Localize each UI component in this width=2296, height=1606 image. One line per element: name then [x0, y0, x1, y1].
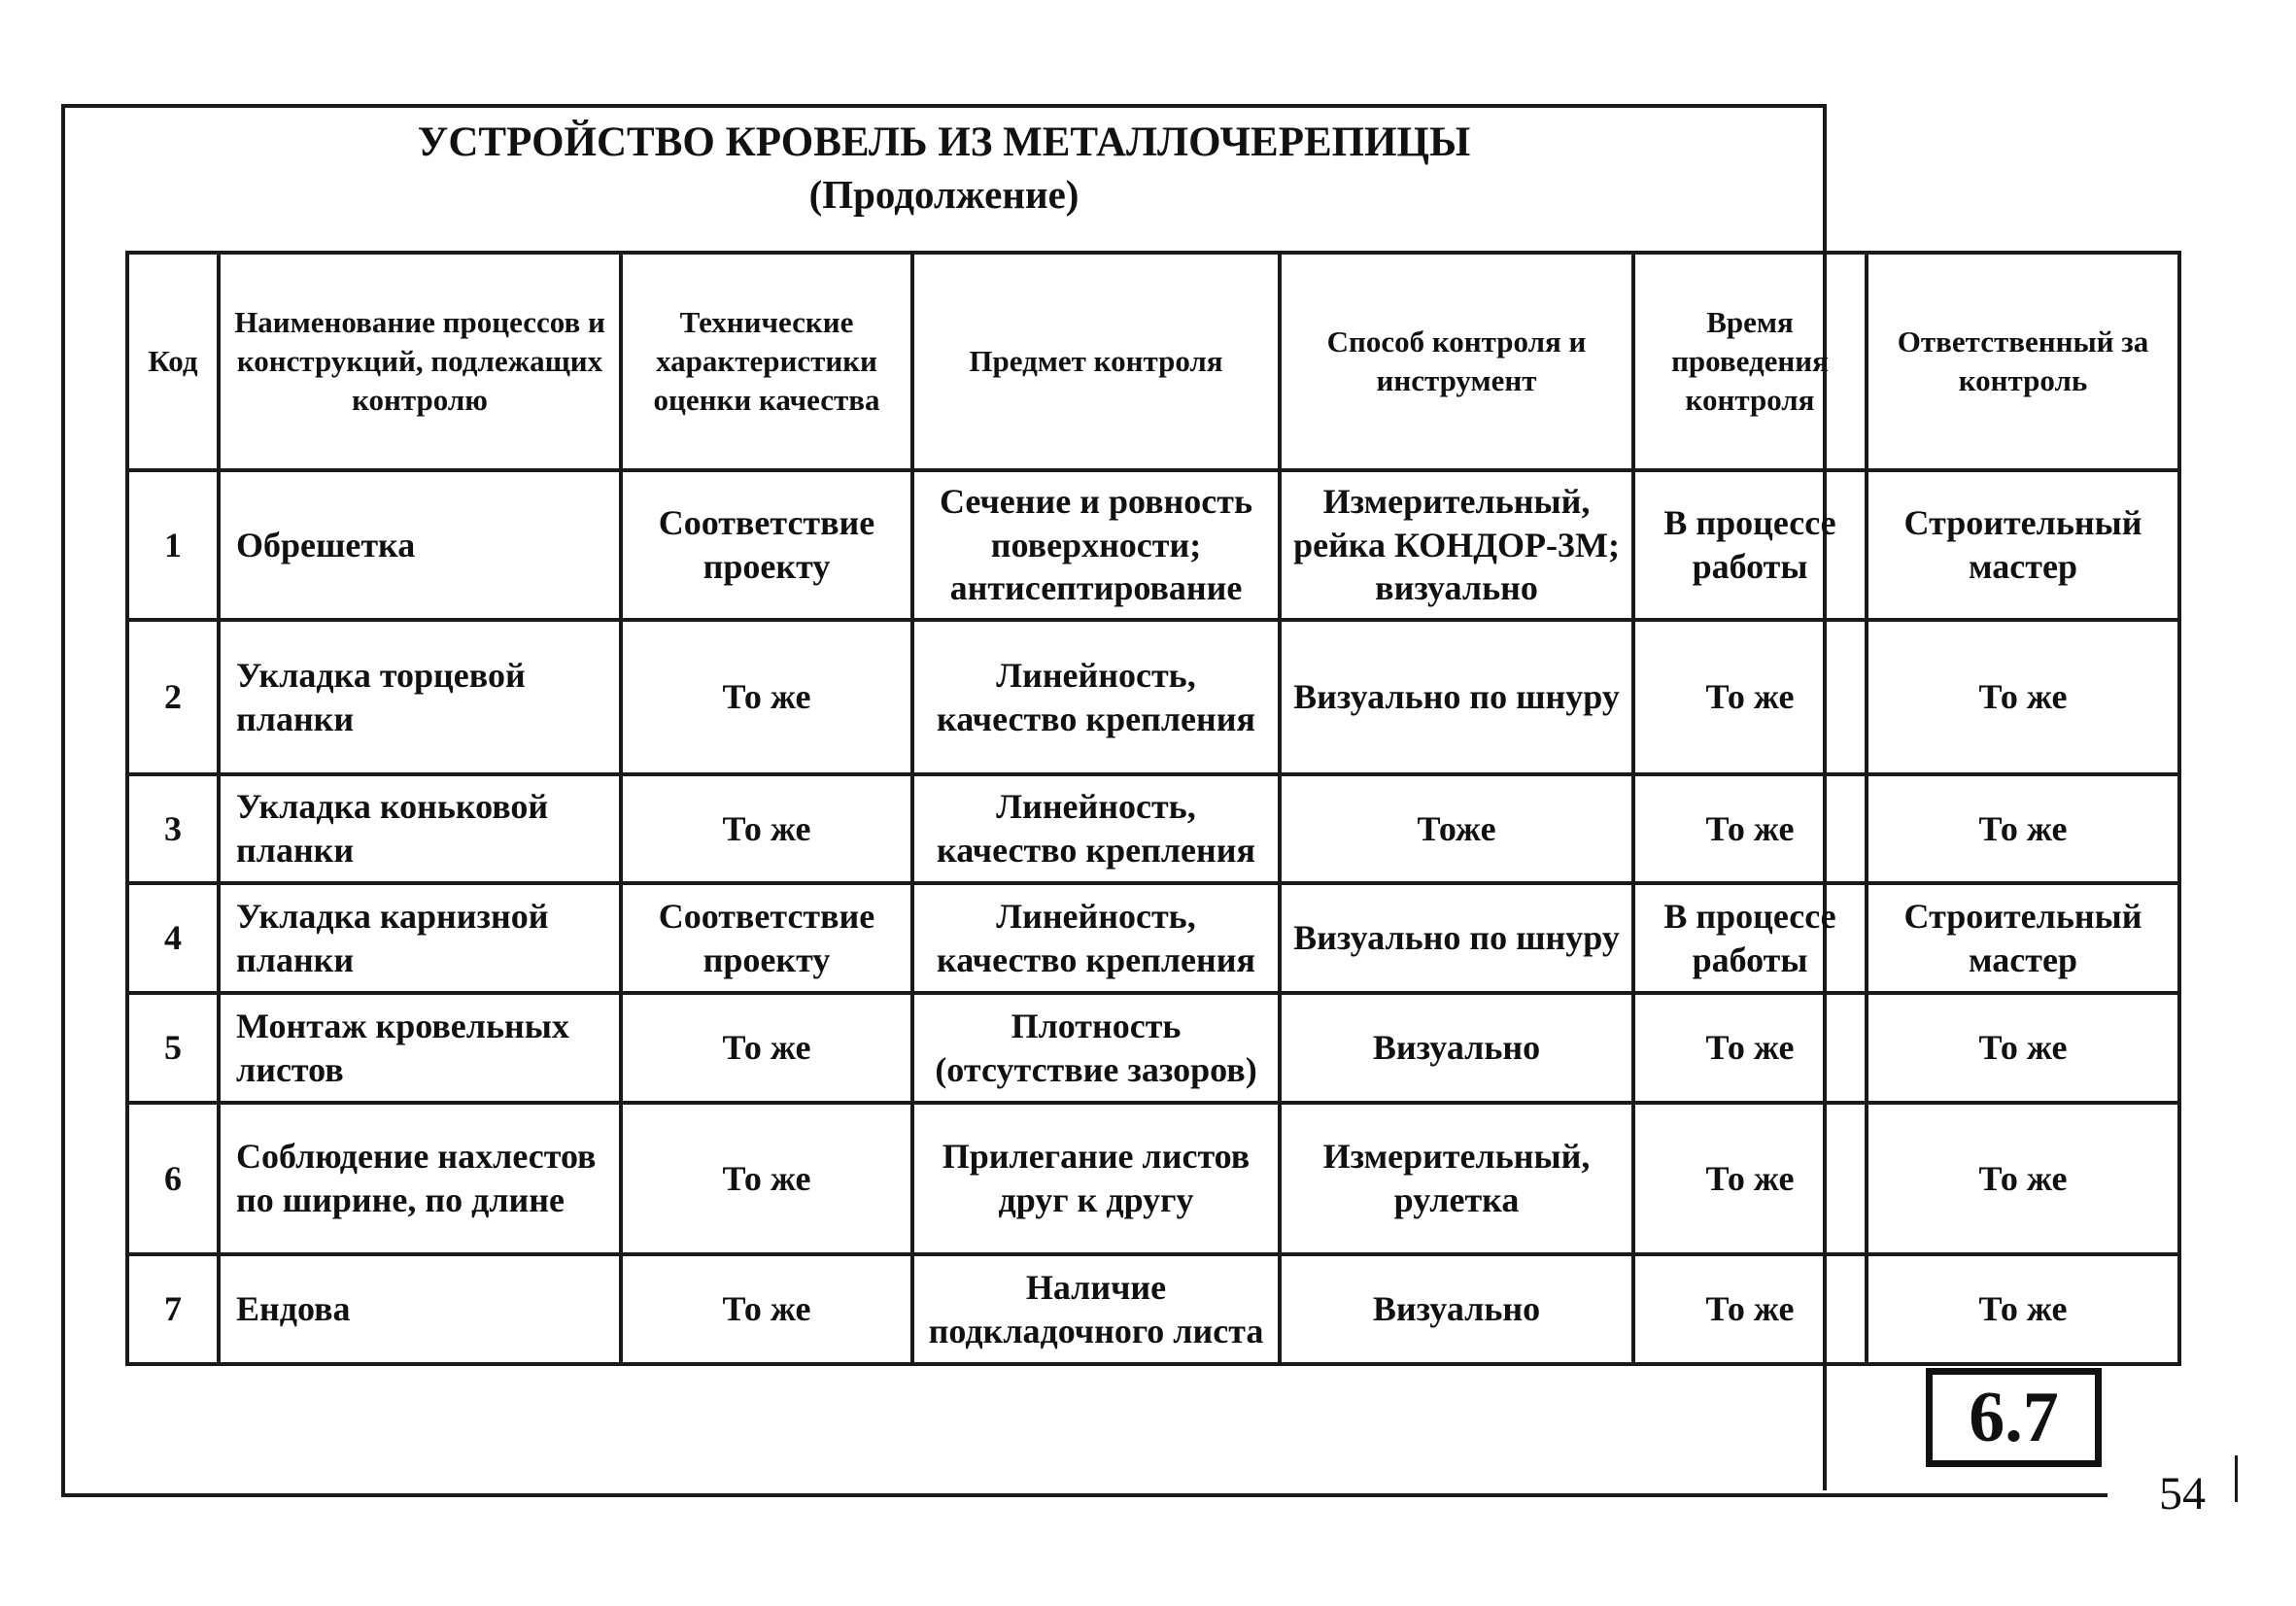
table-row	[127, 774, 2179, 883]
cell-time: То же	[1633, 774, 1867, 883]
table-row	[127, 883, 2179, 993]
cell-specs: Соответствие проекту	[621, 470, 912, 620]
cell-specs: Соответствие проекту	[621, 883, 912, 993]
cell-method: Визуально по шнуру	[1280, 620, 1633, 774]
cell-responsible: Строительный мастер	[1867, 470, 2179, 620]
header-time: Время проведения контроля	[1633, 253, 1867, 470]
frame-border-left	[61, 104, 65, 1497]
table-row	[127, 620, 2179, 774]
quality-control-table	[125, 251, 2181, 1366]
cell-specs: То же	[621, 774, 912, 883]
cell-code: 5	[127, 993, 219, 1103]
cell-time: То же	[1633, 620, 1867, 774]
section-number-badge: 6.7	[1926, 1368, 2102, 1467]
cell-responsible: Строительный мастер	[1867, 883, 2179, 993]
cell-method: Измерительный, рейка КОНДОР-3М; визуально	[1280, 470, 1633, 620]
cell-method: Визуально	[1280, 993, 1633, 1103]
cell-subject: Линейность, качество крепления	[912, 883, 1280, 993]
cell-code: 7	[127, 1254, 219, 1364]
table-row	[127, 993, 2179, 1103]
header-specs: Технические характеристики оценки качества	[621, 253, 912, 470]
cell-responsible: То же	[1867, 620, 2179, 774]
frame-border-top	[61, 104, 1827, 108]
header-responsible: Ответственный за контроль	[1867, 253, 2179, 470]
cell-specs: То же	[621, 620, 912, 774]
cell-specs: То же	[621, 1254, 912, 1364]
cell-name: Укладка торцевой планки	[219, 620, 621, 774]
cell-method: Измерительный, рулетка	[1280, 1103, 1633, 1254]
cell-responsible: То же	[1867, 774, 2179, 883]
cell-time: То же	[1633, 1254, 1867, 1364]
header-subject: Предмет контроля	[912, 253, 1280, 470]
table-row	[127, 1103, 2179, 1254]
cell-name: Соблюдение нахлестов по ширине, по длине	[219, 1103, 621, 1254]
cell-subject: Плотность (отсутствие зазоров)	[912, 993, 1280, 1103]
cell-code: 2	[127, 620, 219, 774]
cell-time: То же	[1633, 993, 1867, 1103]
table-row	[127, 1254, 2179, 1364]
table-header-row	[127, 253, 2179, 470]
cell-name: Монтаж кровельных листов	[219, 993, 621, 1103]
cell-name: Укладка коньковой планки	[219, 774, 621, 883]
cell-code: 6	[127, 1103, 219, 1254]
cell-specs: То же	[621, 1103, 912, 1254]
page-title: УСТРОЙСТВО КРОВЕЛЬ ИЗ МЕТАЛЛОЧЕРЕПИЦЫ	[417, 120, 1471, 165]
cell-code: 4	[127, 883, 219, 993]
page-number: 54	[2159, 1468, 2206, 1520]
cell-subject: Линейность, качество крепления	[912, 620, 1280, 774]
cell-subject: Прилегание листов друг к другу	[912, 1103, 1280, 1254]
header-name: Наименование процессов и конструкций, подлежащих контролю	[219, 253, 621, 470]
cell-responsible: То же	[1867, 1254, 2179, 1364]
cell-responsible: То же	[1867, 993, 2179, 1103]
cell-specs: То же	[621, 993, 912, 1103]
page-edge-mark	[2235, 1455, 2238, 1502]
cell-method: Визуально	[1280, 1254, 1633, 1364]
frame-border-bottom	[61, 1493, 2108, 1497]
cell-time: То же	[1633, 1103, 1867, 1254]
cell-method: Тоже	[1280, 774, 1633, 883]
cell-name: Укладка карнизной планки	[219, 883, 621, 993]
cell-time: В процессе работы	[1633, 470, 1867, 620]
cell-name: Ендова	[219, 1254, 621, 1364]
cell-code: 1	[127, 470, 219, 620]
page-subtitle: (Продолжение)	[808, 172, 1079, 217]
header-method: Способ контроля и инструмент	[1280, 253, 1633, 470]
header-code: Код	[127, 253, 219, 470]
cell-subject: Линейность, качество крепления	[912, 774, 1280, 883]
cell-method: Визуально по шнуру	[1280, 883, 1633, 993]
cell-subject: Сечение и ровность поверхности; антисептирование	[912, 470, 1280, 620]
table-row	[127, 470, 2179, 620]
cell-subject: Наличие подкладочного листа	[912, 1254, 1280, 1364]
cell-name: Обрешетка	[219, 470, 621, 620]
cell-code: 3	[127, 774, 219, 883]
cell-time: В процессе работы	[1633, 883, 1867, 993]
cell-responsible: То же	[1867, 1103, 2179, 1254]
